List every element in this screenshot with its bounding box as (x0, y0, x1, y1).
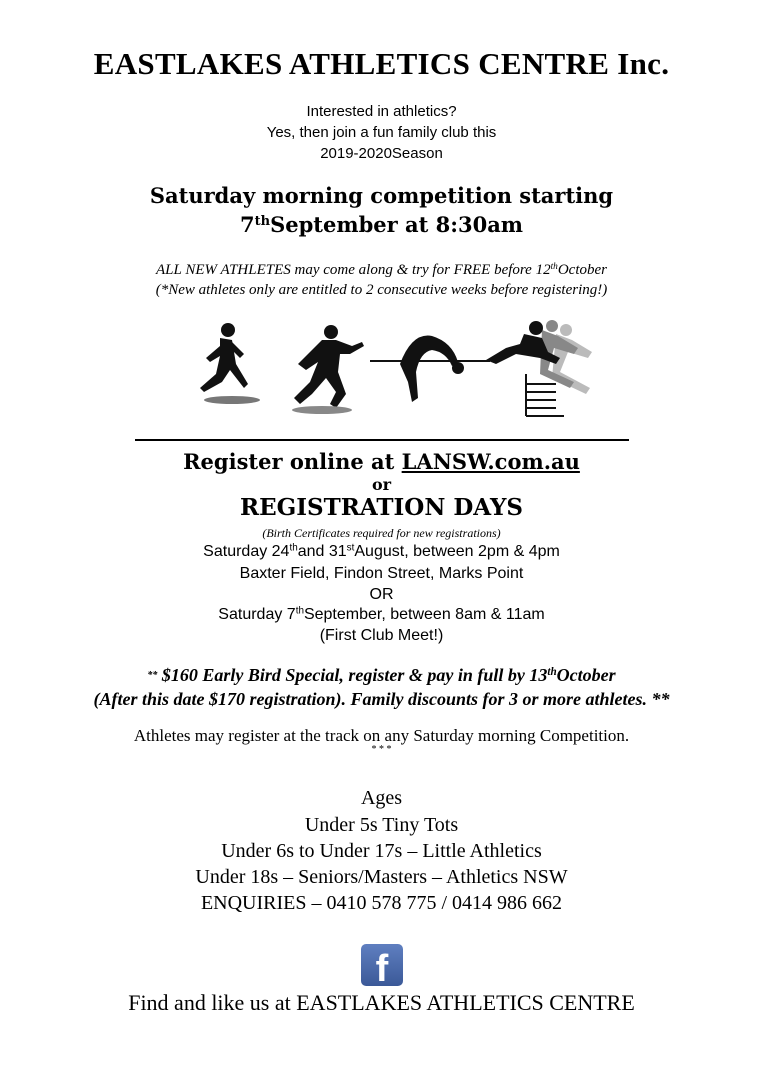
day1-suffix-1: th (289, 542, 298, 554)
track-registration-note: Athletes may register at the track on any Saturday morning Competition. (133, 726, 630, 745)
ages-heading: Ages (360, 787, 403, 809)
early-bird-suffix: th (547, 665, 557, 678)
facebook-footer-text: Find and like us at EASTLAKES ATHLETICS CENTRE (128, 990, 635, 1015)
facebook-icon[interactable]: f (361, 944, 403, 986)
day1-text-a: Saturday 24 (203, 543, 290, 560)
lansw-link[interactable]: LANSW.com.au (401, 449, 580, 474)
early-bird-line-1 (0, 665, 763, 686)
high-jumper-silhouette (370, 336, 490, 402)
first-club-meet: (First Club Meet!) (319, 627, 444, 644)
intro-line-1: Interested in athletics? (306, 103, 457, 120)
register-online-prefix: Register online at (183, 449, 402, 474)
ages-item: Under 6s to Under 17s – Little Athletics (221, 840, 542, 862)
new-athletes-suffix: th (550, 261, 558, 272)
day1-text-c: August, between 2pm & 4pm (354, 543, 560, 560)
day2-suffix: th (295, 605, 304, 617)
early-bird-stars: ** (147, 670, 158, 681)
runner-silhouette (200, 323, 260, 404)
new-athletes-text: ALL NEW ATHLETES may come along & try for FREE before 12 (156, 262, 551, 278)
early-bird-month: October (556, 665, 616, 685)
day1-text-b: and 31 (297, 543, 347, 560)
competition-line-2 (0, 212, 763, 237)
registration-venue: Baxter Field, Findon Street, Marks Point (239, 565, 524, 582)
competition-date-suffix: th (254, 213, 271, 229)
divider-stars: * * * (371, 744, 392, 755)
ages-item: Under 18s – Seniors/Masters – Athletics NSW (195, 866, 568, 888)
birth-certificate-note: (Birth Certificates required for new registrations) (262, 526, 501, 540)
new-athletes-month: October (557, 262, 607, 278)
competition-line-1: Saturday morning competition starting (149, 183, 614, 208)
page-title: EASTLAKES ATHLETICS CENTRE Inc. (93, 46, 670, 81)
early-bird-line-2: (After this date $170 registration). Family discounts for 3 or more athletes. ** (93, 689, 670, 709)
early-bird-text: $160 Early Bird Special, register & pay in full by 13 (157, 665, 548, 685)
ages-item: Under 5s Tiny Tots (304, 814, 459, 836)
registration-or-2: OR (369, 586, 394, 603)
competition-date-rest: September at 8:30am (270, 212, 524, 237)
day1-suffix-2: st (346, 542, 355, 554)
new-athletes-line-1 (0, 262, 763, 279)
register-online-line (0, 449, 763, 474)
intro-line-3: 2019-2020Season (320, 145, 443, 162)
competition-date-number: 7 (239, 212, 255, 237)
register-or: or (371, 475, 392, 494)
new-athletes-line-2: (*New athletes only are entitled to 2 consecutive weeks before registering!) (155, 282, 608, 298)
intro-line-2: Yes, then join a fun family club this (266, 124, 497, 141)
registration-day-1 (0, 543, 763, 561)
thrower-silhouette (292, 325, 364, 414)
registration-day-2 (0, 606, 763, 624)
enquiries-line: ENQUIRIES – 0410 578 775 / 0414 986 662 (200, 892, 563, 914)
section-divider-line (135, 439, 629, 441)
day2-text-a: Saturday 7 (218, 606, 296, 623)
registration-days-heading: REGISTRATION DAYS (239, 494, 524, 521)
day2-text-b: September, between 8am & 11am (303, 606, 545, 623)
hurdler-silhouette (486, 320, 592, 416)
athletes-silhouettes-image (0, 312, 763, 422)
